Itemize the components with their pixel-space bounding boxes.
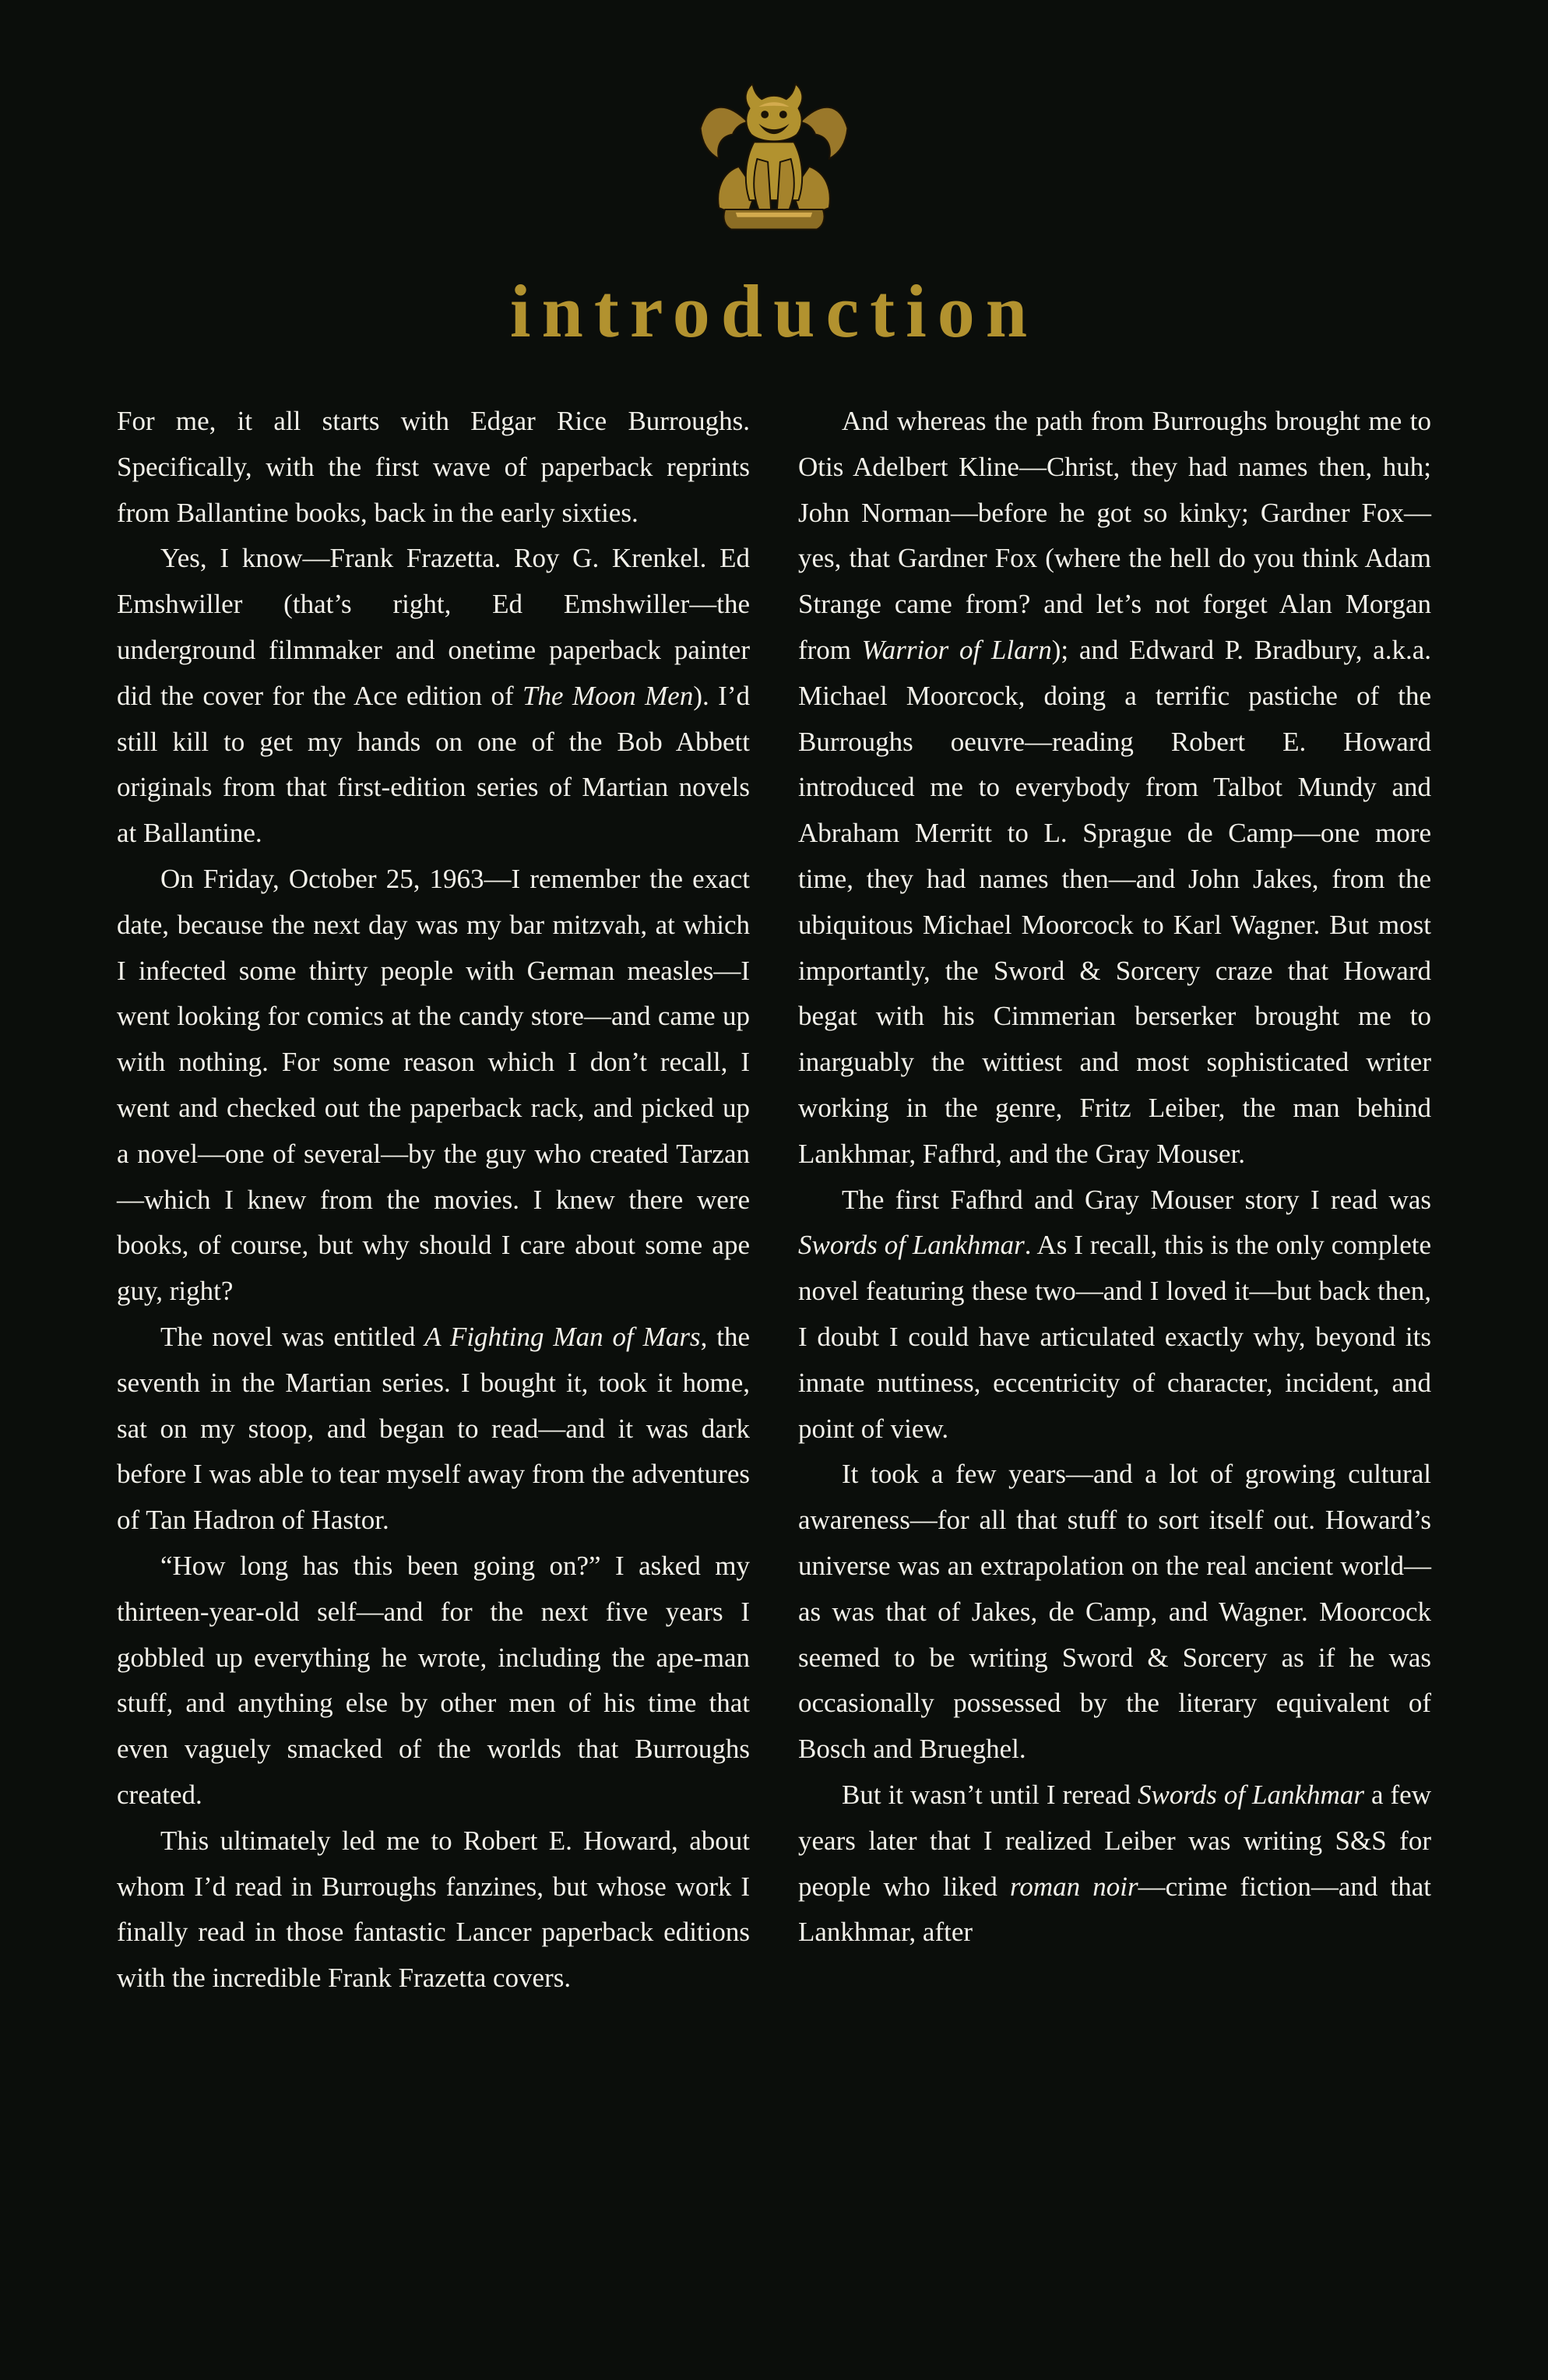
text-segment: And whereas the path from Burroughs brought me to Otis Adelbert Kline—Christ, they had names then, huh; John Norman—before he got so kinky; Gardner Fox—yes, that Gardner Fox (where the hell do you think Adam Strange came from? and let’s not forget Alan Morgan from xyxy=(798,406,1431,665)
text-segment: , the seventh in the Martian series. I bought it, took it home, sat on my stoop, and began to read—and it was dark before I was able to tear myself away from the adventures of Tan Hadron of Hastor. xyxy=(117,1321,750,1536)
text-segment: Warrior of Llarn xyxy=(861,634,1052,665)
paragraph xyxy=(798,1452,1431,1773)
gargoyle-icon xyxy=(117,58,1431,252)
paragraph xyxy=(117,399,750,536)
text-segment: Yes, I know—Frank Frazetta. Roy G. Krenkel. Ed Emshwiller (that’s right, Ed Emshwiller—the underground filmmaker and onetime paperback painter did the cover for the Ace edition of xyxy=(117,543,750,711)
paragraph xyxy=(798,1178,1431,1452)
left-column xyxy=(117,399,750,2002)
paragraph xyxy=(117,1544,750,1818)
text-segment: It took a few years—and a lot of growing cultural awareness—for all that stuff to sort itself out. Howard’s universe was an extrapolation on the real ancient world—as was that of Jakes, de Camp, and Wagner. Moorcock seemed to be writing Sword & Sorcery as if he was occasionally possessed by the literary equivalent of Bosch and Brueghel. xyxy=(798,1459,1431,1765)
text-segment: The first Fafhrd and Gray Mouser story I read was xyxy=(842,1184,1431,1215)
text-segment: ). I’d still kill to get my hands on one of the Bob Abbett originals from that first-edition series of Martian novels at Ballantine. xyxy=(117,680,750,849)
text-segment: The Moon Men xyxy=(522,680,694,711)
text-segment: For me, it all starts with Edgar Rice Burroughs. Specifically, with the first wave of paperback reprints from Ballantine books, back in the early sixties. xyxy=(117,406,750,528)
paragraph xyxy=(117,536,750,857)
text-segment: But it wasn’t until I reread xyxy=(842,1779,1138,1810)
text-segment: roman noir xyxy=(1010,1871,1138,1902)
text-segment: Swords of Lankhmar xyxy=(1138,1779,1364,1810)
text-segment: Swords of Lankhmar xyxy=(798,1230,1025,1261)
paragraph xyxy=(117,1315,750,1544)
text-segment: On Friday, October 25, 1963—I remember the exact date, because the next day was my bar mitzvah, at which I infected some thirty people with German measles—I went looking for comics at the candy store—and came up with nothing. For some reason which I don’t recall, I went and checked out the paperback rack, and picked up a novel—one of several—by the guy who created Tarzan—which I knew from the movies. I knew there were books, of course, but why should I care about some ape guy, right? xyxy=(117,863,750,1307)
text-segment: The novel was entitled xyxy=(160,1321,425,1352)
text-segment: a few years later that I realized Leiber was writing S&S for people who liked xyxy=(798,1779,1431,1902)
text-segment: This ultimately led me to Robert E. Howard, about whom I’d read in Burroughs fanzines, but whose work I finally read in those fantastic Lancer paperback editions with the incredible Frank Frazetta covers. xyxy=(117,1825,750,1994)
text-segment: A Fighting Man of Mars xyxy=(424,1321,701,1352)
paragraph xyxy=(798,399,1431,1178)
text-segment: —crime fiction—and that Lankhmar, after xyxy=(798,1871,1431,1948)
text-columns xyxy=(117,399,1431,2002)
paragraph xyxy=(117,857,750,1315)
text-segment: . As I recall, this is the only complete novel featuring these two—and I loved it—but back then, I doubt I could have articulated exactly why, beyond its innate nuttiness, eccentricity of character, incident, and point of view. xyxy=(798,1230,1431,1444)
text-segment: “How long has this been going on?” I asked my thirteen-year-old self—and for the next five years I gobbled up everything he wrote, including the ape-man stuff, and anything else by other men of his time that even vaguely smacked of the worlds that Burroughs created. xyxy=(117,1550,750,1810)
paragraph xyxy=(117,1818,750,2002)
right-column xyxy=(798,399,1431,2002)
paragraph xyxy=(798,1773,1431,1956)
page-title: introduction xyxy=(509,269,1039,353)
text-segment: ); and Edward P. Bradbury, a.k.a. Michael Moorcock, doing a terrific pastiche of the Burroughs oeuvre—reading Robert E. Howard introduced me to everybody from Talbot Mundy and Abraham Merritt to L. Sprague de Camp—one more time, they had names then—and John Jakes, from the ubiquitous Michael Moorcock to Karl Wagner. But most importantly, the Sword & Sorcery craze that Howard begat with his Cimmerian berserker brought me to inarguably the wittiest and most sophisticated writer working in the genre, Fritz Leiber, the man behind Lankhmar, Fafhrd, and the Gray Mouser. xyxy=(798,634,1431,1169)
